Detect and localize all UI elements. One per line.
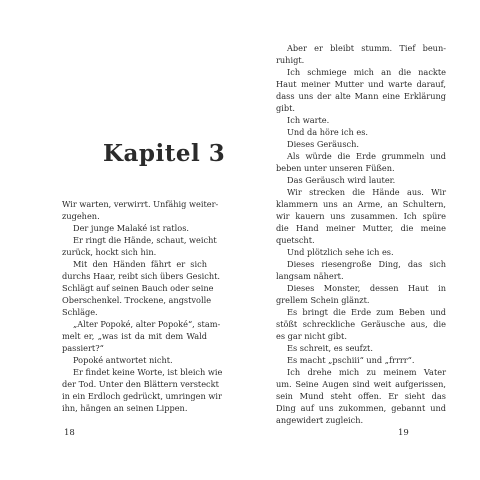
page-number-right: 19 bbox=[398, 428, 409, 438]
text-line: es gar nicht gibt. bbox=[276, 331, 347, 341]
text-line: Er findet keine Worte, ist bleich wie bbox=[73, 367, 223, 377]
text-line: Es bringt die Erde zum Beben und bbox=[287, 307, 446, 317]
text-line: Das Geräusch wird lauter. bbox=[287, 175, 396, 185]
text-line: durchs Haar, reibt sich übers Gesicht. bbox=[62, 271, 221, 281]
text-line: Ich schmiege mich an die nackte bbox=[287, 67, 446, 77]
text-line: Und plötzlich sehe ich es. bbox=[287, 247, 394, 257]
text-line: Ich drehe mich zu meinem Vater bbox=[287, 367, 446, 377]
text-line: die Hand meiner Mutter, die meine bbox=[276, 223, 446, 233]
text-line: angewidert zugleich. bbox=[276, 415, 364, 425]
text-line: Und da höre ich es. bbox=[287, 127, 369, 137]
text-line: dass uns der alte Mann eine Erklärung bbox=[276, 91, 446, 101]
text-line: melt er, „was ist da mit dem Wald bbox=[62, 331, 207, 341]
text-line: wir kauern uns zusammen. Ich spüre bbox=[276, 211, 446, 221]
text-line: Wir strecken die Hände aus. Wir bbox=[287, 187, 446, 197]
text-line: grellem Schein glänzt. bbox=[276, 295, 370, 305]
text-line: der Tod. Unter den Blättern versteckt bbox=[62, 379, 219, 389]
text-line: Oberschenkel. Trockene, angstvolle bbox=[62, 295, 212, 305]
text-line: Der junge Malaké ist ratlos. bbox=[73, 223, 190, 233]
text-line: Dieses Monster, dessen Haut in bbox=[287, 283, 446, 293]
text-line: ihn, hängen an seinen Lippen. bbox=[62, 403, 188, 413]
text-line: in ein Erdloch gedrückt, umringen wir bbox=[62, 391, 222, 401]
text-line: Haut meiner Mutter und warte darauf, bbox=[276, 79, 446, 89]
text-line: Er ringt die Hände, schaut, weicht bbox=[73, 235, 217, 245]
text-line: zurück, hockt sich hin. bbox=[62, 247, 157, 257]
text-line: sein Mund steht offen. Er sieht das bbox=[276, 391, 446, 401]
text-line: Dieses riesengroße Ding, das sich bbox=[287, 259, 446, 269]
text-line: Mit den Händen fährt er sich bbox=[73, 259, 207, 269]
text-line: gibt. bbox=[276, 103, 295, 113]
text-line: Aber er bleibt stumm. Tief beun- bbox=[287, 43, 446, 53]
text-line: Ich warte. bbox=[287, 115, 330, 125]
text-line: „Alter Popoké, alter Popoké“, stam- bbox=[73, 319, 221, 329]
right-page-text bbox=[276, 42, 446, 426]
text-line: Es macht „pschiii“ und „frrrr“. bbox=[287, 355, 415, 365]
text-line: passiert?“ bbox=[62, 343, 104, 353]
text-line: Ding auf uns zukommen, gebannt und bbox=[276, 403, 446, 413]
page-number-left: 18 bbox=[64, 428, 75, 438]
text-line: Dieses Geräusch. bbox=[287, 139, 359, 149]
right-page bbox=[240, 0, 480, 480]
text-line: Popoké antwortet nicht. bbox=[73, 355, 173, 365]
text-line: Es schreit, es seufzt. bbox=[287, 343, 373, 353]
text-line: um. Seine Augen sind weit aufgerissen, bbox=[276, 379, 446, 389]
text-line: stößt schreckliche Geräusche aus, die bbox=[276, 319, 446, 329]
left-page-text bbox=[62, 198, 223, 414]
text-line: Als würde die Erde grummeln und bbox=[287, 151, 446, 161]
text-line: zugehen. bbox=[62, 211, 100, 221]
text-line: Wir warten, verwirrt. Unfähig weiter- bbox=[62, 199, 219, 209]
chapter-title: Kapitel 3 bbox=[103, 140, 226, 167]
text-line: Schlägt auf seinen Bauch oder seine bbox=[62, 283, 214, 293]
text-line: Schläge. bbox=[62, 307, 98, 317]
text-line: langsam nähert. bbox=[276, 271, 344, 281]
text-line: klammern uns an Arme, an Schultern, bbox=[276, 199, 446, 209]
text-line: ruhigt. bbox=[276, 55, 305, 65]
text-line: quetscht. bbox=[276, 235, 315, 245]
text-line: beben unter unseren Füßen. bbox=[276, 163, 395, 173]
